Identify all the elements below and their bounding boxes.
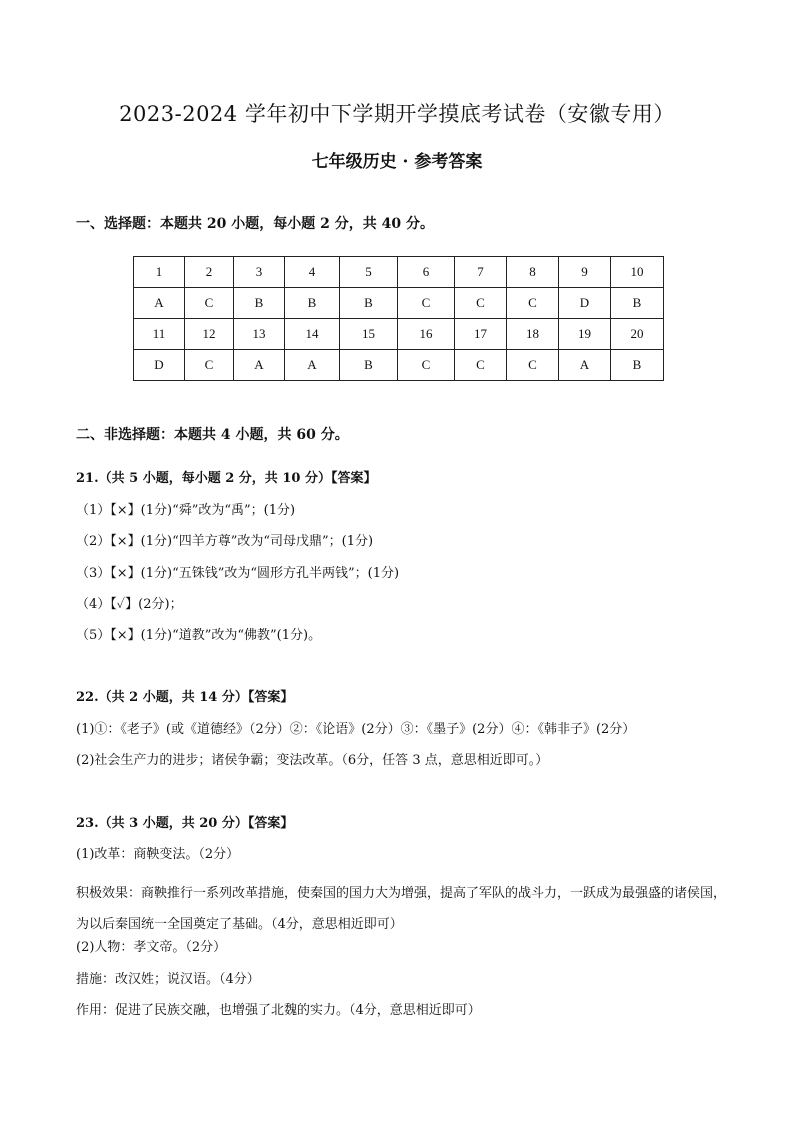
table-cell: 11 — [134, 319, 185, 350]
table-row — [134, 288, 664, 319]
table-cell: 17 — [455, 319, 507, 350]
table-cell: 7 — [455, 257, 507, 288]
table-cell: 10 — [611, 257, 664, 288]
table-row — [134, 319, 664, 350]
table-cell: B — [611, 288, 664, 319]
table-cell: 18 — [507, 319, 559, 350]
table-cell: 9 — [559, 257, 611, 288]
table-cell: 8 — [507, 257, 559, 288]
q23-heading: 23.（共 3 小题，共 20 分）【答案】 — [76, 816, 294, 831]
table-cell: C — [455, 350, 507, 381]
table-cell: 5 — [340, 257, 398, 288]
table-cell: 2 — [185, 257, 234, 288]
table-cell: 16 — [398, 319, 455, 350]
table-cell: A — [285, 350, 340, 381]
table-cell: B — [340, 350, 398, 381]
table-cell: C — [185, 350, 234, 381]
table-cell: B — [340, 288, 398, 319]
answer-table — [133, 256, 664, 381]
table-row — [134, 350, 664, 381]
table-cell: 15 — [340, 319, 398, 350]
q21-answer-5: （5）【×】(1分)“道教”改为“佛教”(1分)。 — [76, 628, 322, 643]
q22-answer-2: (2)社会生产力的进步；诸侯争霸；变法改革。（6分，任答 3 点，意思相近即可。） — [76, 753, 549, 768]
q21-answer-3: （3）【×】(1分)“五铢钱”改为“圆形方孔半两钱”；(1分) — [76, 566, 400, 581]
table-cell: 4 — [285, 257, 340, 288]
table-cell: B — [611, 350, 664, 381]
section2-heading: 二、非选择题：本题共 4 小题，共 60 分。 — [76, 427, 349, 443]
table-cell: A — [234, 350, 285, 381]
table-cell: 12 — [185, 319, 234, 350]
table-cell: D — [559, 288, 611, 319]
table-cell: D — [134, 350, 185, 381]
q23-answer-1: (1)改革：商鞅变法。（2分） — [76, 847, 240, 862]
table-cell: 19 — [559, 319, 611, 350]
q21-answer-4: （4）【✓】(2分)； — [76, 597, 183, 612]
table-cell: C — [185, 288, 234, 319]
table-cell: A — [134, 288, 185, 319]
table-cell: B — [285, 288, 340, 319]
table-cell: B — [234, 288, 285, 319]
table-cell: 20 — [611, 319, 664, 350]
q22-answer-1: (1)①：《老子》(或《道德经》（2分）②：《论语》(2分）③：《墨子》(2分）④：《韩非子》(2分） — [76, 722, 636, 737]
q21-answer-1: （1）【×】(1分)“舜”改为“禹”；(1分) — [76, 503, 296, 518]
q23-answer-3: (2)人物：孝文帝。（2分） — [76, 940, 227, 955]
q23-answer-5: 作用：促进了民族交融，也增强了北魏的实力。（4分，意思相近即可） — [76, 1003, 481, 1018]
section1-heading: 一、选择题：本题共 20 小题，每小题 2 分，共 40 分。 — [76, 216, 434, 232]
table-cell: A — [559, 350, 611, 381]
table-cell: 13 — [234, 319, 285, 350]
table-cell: C — [398, 350, 455, 381]
q23-answer-2: 积极效果：商鞅推行一系列改革措施，使秦国的国力大为增强，提高了军队的战斗力，一跃成为最强盛的诸侯国，为以后秦国统一全国奠定了基础。（4分，意思相近即可） — [76, 886, 727, 932]
table-cell: C — [455, 288, 507, 319]
table-cell: 1 — [134, 257, 185, 288]
q21-answer-2: （2）【×】(1分)“四羊方尊”改为“司母戊鼎”；(1分) — [76, 534, 374, 549]
q22-heading: 22.（共 2 小题，共 14 分）【答案】 — [76, 690, 294, 705]
table-cell: C — [398, 288, 455, 319]
q21-heading: 21.（共 5 小题，每小题 2 分，共 10 分）【答案】 — [76, 471, 377, 486]
page-subtitle: 七年级历史 · 参考答案 — [311, 152, 483, 172]
table-cell: 6 — [398, 257, 455, 288]
page-title: 2023-2024 学年初中下学期开学摸底考试卷（安徽专用） — [119, 102, 675, 126]
table-cell: 3 — [234, 257, 285, 288]
table-cell: 14 — [285, 319, 340, 350]
table-row — [134, 257, 664, 288]
table-cell: C — [507, 350, 559, 381]
q23-answer-4: 措施：改汉姓；说汉语。（4分） — [76, 972, 260, 987]
table-cell: C — [507, 288, 559, 319]
